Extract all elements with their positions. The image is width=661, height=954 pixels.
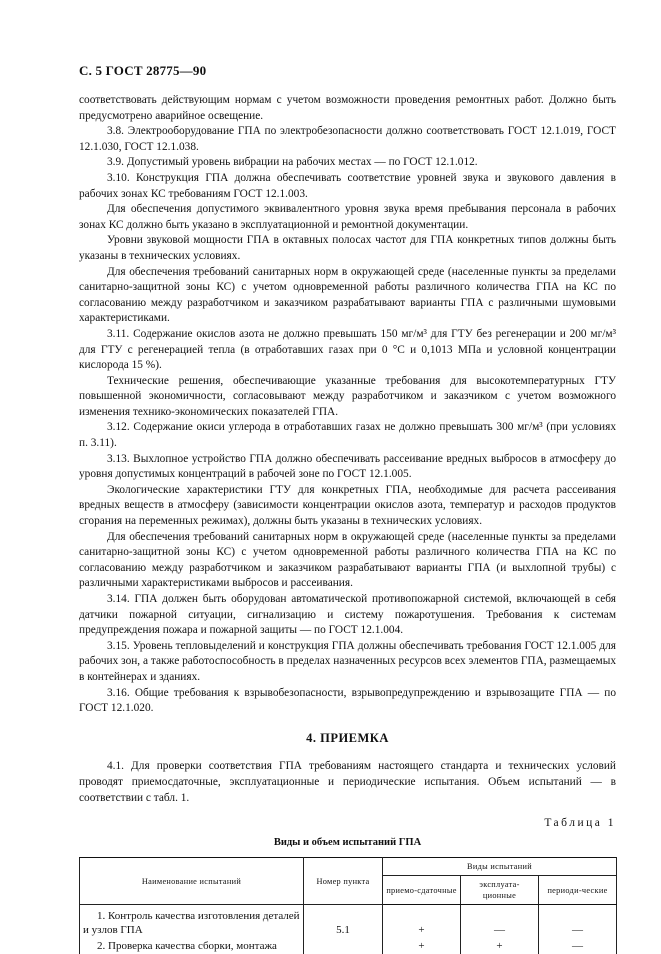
paragraph: 3.15. Уровень тепловыделений и конструкция ГПА должны обеспечивать требования ГОСТ 12.1.005 для рабочих зон, а также работоспособность в пределах назначенных ресурсов всех элементов ГПА, размещаемых в контейнерах и зданиях. xyxy=(79,639,616,683)
row-name: Проверка качества сборки, монтажа xyxy=(108,940,277,953)
row-number: 2. xyxy=(97,940,106,953)
table-row xyxy=(80,905,617,939)
paragraph: Уровни звуковой мощности ГПА в октавных полосах частот для ГПА конкретных типов должны быть указаны в технических условиях. xyxy=(79,234,616,262)
cell-periodic: — xyxy=(539,938,617,954)
paragraph: 3.12. Содержание окиси углерода в отработавших газах не должно превышать 300 мг/м³ (при условиях п. 3.11). xyxy=(79,421,616,450)
paragraph: 3.13. Выхлопное устройство ГПА должно обеспечивать рассеивание вредных выбросов в атмосферу до уровня допустимых концентраций в рабочей зоне по ГОСТ 12.1.005. xyxy=(79,452,616,481)
cell-item: 5.1 xyxy=(304,905,383,939)
paragraph: Экологические характеристики ГТУ для конкретных ГПА, необходимые для расчета рассеивания вредных веществ в атмосферу (зависимости концентрации окислов азота, температур и расходов продуктов сгорания на переменных режимах), должны быть указаны в технических условиях. xyxy=(79,483,616,528)
paragraph: соответствовать действующим нормам с учетом возможности проведения ремонтных работ. Должно быть предусмотрено аварийное освещение. xyxy=(79,94,616,122)
header-periodic: периоди-ческие xyxy=(539,876,617,905)
header-group: Виды испытаний xyxy=(383,858,617,876)
document-body xyxy=(79,93,616,954)
table-title: Виды и объем испытаний ГПА xyxy=(273,836,422,848)
paragraph: 3.14. ГПА должен быть оборудован автоматической противопожарной системой, включающей в себя датчики пожарной ситуации, сигнализацию и систему пожаротушения. Требования к системам предупреждения пожара и пожарной защиты — по ГОСТ 12.1.004. xyxy=(79,593,616,637)
paragraph: 3.11. Содержание окислов азота не должно превышать 150 мг/м³ для ГТУ без регенерации и 200 мг/м³ для ГТУ с регенерацией тепла (в отработавших газах при 0 °С и 0,1013 МПа и условной концентрации кислорода 15 %). xyxy=(79,327,616,372)
paragraph: 3.8. Электрооборудование ГПА по электробезопасности должно соответствовать ГОСТ 12.1.019, ГОСТ 12.1.030, ГОСТ 12.1.038. xyxy=(79,125,616,153)
section-paragraph: 4.1. Для проверки соответствия ГПА требованиям настоящего стандарта и технических условий проводят приемосдаточные, эксплуатационные и периодические испытания. Объем испытаний — в соответствии с табл. 1. xyxy=(79,760,616,804)
cell-name xyxy=(80,905,304,939)
cell-acceptance: + xyxy=(383,938,461,954)
paragraph-list xyxy=(79,93,616,717)
paragraph: Для обеспечения требований санитарных норм в окружающей среде (населенные пункты за пределами санитарно-защитной зоны КС) с учетом одновременной работы различного количества ГПА на КС по согласованию между разработчиком и заказчиком разрабатывают варианты ГПА (и выхлопной трубы) с различными характеристиками выбросов и рассеивания. xyxy=(79,530,616,590)
header-acceptance: приемо-сдаточные xyxy=(383,876,461,905)
paragraph: 3.10. Конструкция ГПА должна обеспечивать соответствие уровней звука и звукового давления в рабочих зонах КС требованиям ГОСТ 12.1.003. xyxy=(79,171,616,200)
cell-name xyxy=(80,938,304,954)
cell-operational: — xyxy=(461,905,539,939)
table-caption: Таблица 1 xyxy=(544,817,616,830)
row-number: 1. xyxy=(97,910,106,923)
row-name: Контроль качества изготовления деталей и узлов ГПА xyxy=(83,910,300,937)
cell-operational: + xyxy=(461,938,539,954)
header-operational: эксплуата-ционные xyxy=(461,876,539,905)
cell-item xyxy=(304,938,383,954)
table-row xyxy=(80,938,617,954)
table-body xyxy=(80,905,617,954)
paragraph: 3.16. Общие требования к взрывобезопасности, взрывопредупреждению и взрывозащите ГПА — по ГОСТ 12.1.020. xyxy=(79,686,616,715)
paragraph: Для обеспечения допустимого эквивалентного уровня звука время пребывания персонала в рабочих зонах КС должно быть указано в эксплуатационной и ремонтной документации. xyxy=(79,203,616,231)
paragraph: Технические решения, обеспечивающие указанные требования для высокотемпературных ГТУ повышенной экономичности, согласовывают между разработчиком и заказчиком с учетом возможного изменения технико-экономических показателей ГПА. xyxy=(79,374,616,418)
page-header: С. 5 ГОСТ 28775—90 xyxy=(79,63,207,78)
header-name: Наименование испытаний xyxy=(80,858,304,905)
paragraph: 3.9. Допустимый уровень вибрации на рабочих местах — по ГОСТ 12.1.012. xyxy=(107,156,478,169)
cell-acceptance: + xyxy=(383,905,461,939)
header-item: Номер пункта xyxy=(304,858,383,905)
paragraph: Для обеспечения требований санитарных норм в окружающей среде (населенные пункты за пределами санитарно-защитной зоны КС) с учетом одновременной работы различного количества ГПА на КС по согласованию между разработчиком и заказчиком разрабатывают варианты ГПА с различными шумовыми характеристиками. xyxy=(79,265,616,325)
section-title: 4. ПРИЕМКА xyxy=(306,730,389,745)
tests-table xyxy=(79,857,617,954)
cell-periodic: — xyxy=(539,905,617,939)
